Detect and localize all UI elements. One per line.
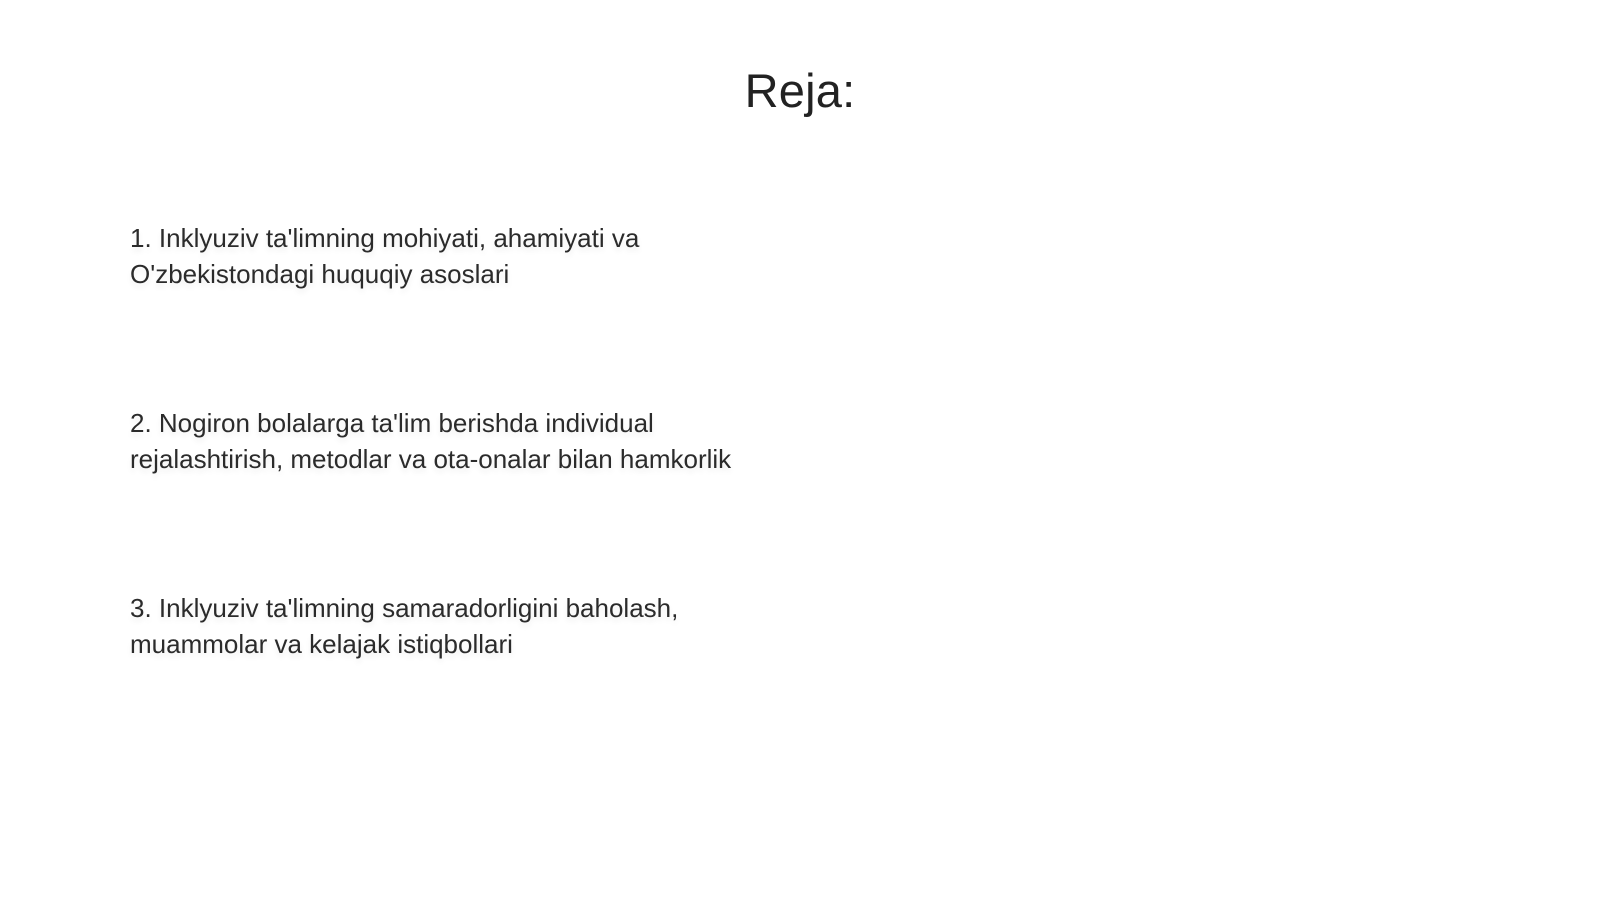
slide-title: Reja: xyxy=(744,64,856,117)
plan-item-3: 3. Inklyuziv ta'limning samaradorligini baholash, muammolar va kelajak istiqbollari xyxy=(130,593,679,659)
plan-list xyxy=(130,220,830,662)
plan-item-1: 1. Inklyuziv ta'limning mohiyati, ahamiyati va O'zbekistondagi huquqiy asoslari xyxy=(130,223,640,289)
plan-item-2: 2. Nogiron bolalarga ta'lim berishda individual rejalashtirish, metodlar va ota-onalar bilan hamkorlik xyxy=(130,408,732,474)
